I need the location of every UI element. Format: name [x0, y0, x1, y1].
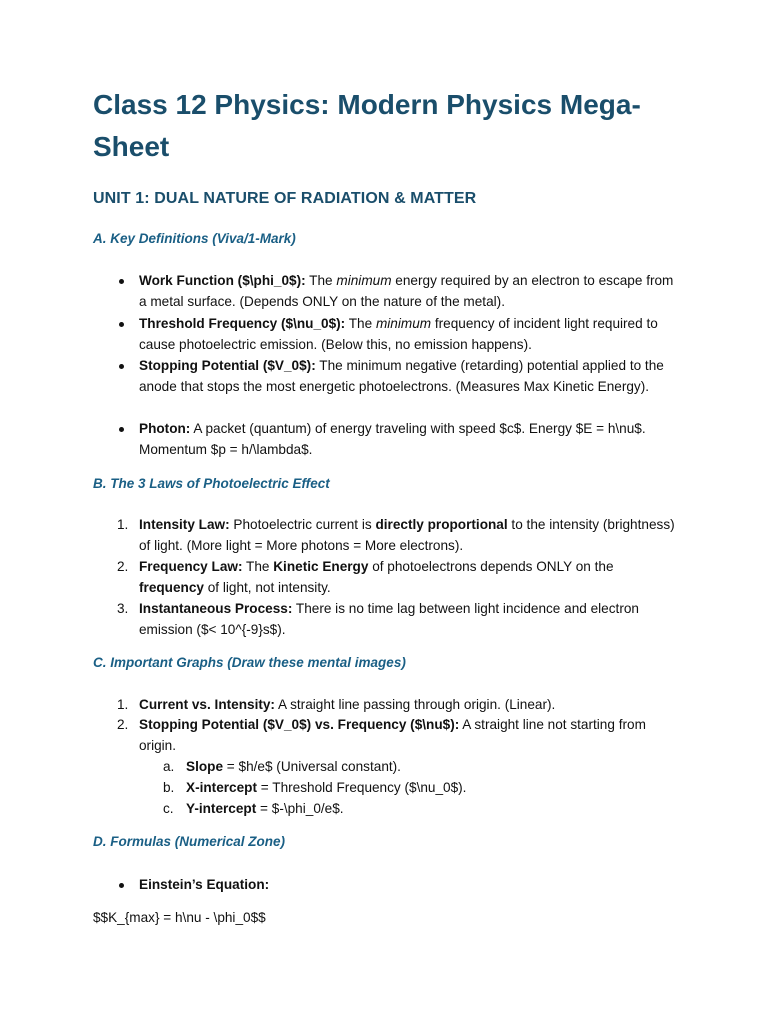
item-text: of light, not intensity. — [203, 580, 331, 595]
item-emphasis: minimum — [336, 273, 392, 288]
item-text: The — [345, 316, 376, 331]
item-term: Work Function ($\phi_0$): — [139, 273, 306, 288]
section-b-heading: B. The 3 Laws of Photoelectric Effect — [93, 476, 330, 491]
item-text: The — [242, 559, 274, 574]
item-bold: directly proportional — [375, 517, 508, 532]
item-term: Slope — [186, 759, 224, 774]
item-text: Photoelectric current is — [229, 517, 376, 532]
item-text: = $-\phi_0/e$. — [256, 801, 344, 816]
list-item — [117, 694, 679, 715]
page-title: Class 12 Physics: Modern Physics Mega-Sheet — [93, 89, 641, 162]
item-number: c. — [163, 801, 174, 816]
item-text: = Threshold Frequency ($\nu_0$). — [257, 780, 467, 795]
sub-list-item — [163, 798, 666, 819]
item-text: A straight line not starting from origin. — [139, 717, 646, 753]
sub-list-item — [163, 777, 666, 798]
unit-heading: UNIT 1: DUAL NATURE OF RADIATION & MATTER — [93, 190, 477, 207]
einstein-formula: $$K_{max} = h\nu - \phi_0$$ — [93, 910, 266, 925]
item-number: 1. — [117, 697, 129, 712]
item-emphasis: minimum — [375, 316, 432, 331]
section-a-heading: A. Key Definitions (Viva/1-Mark) — [93, 231, 296, 246]
item-number: 3. — [117, 601, 129, 616]
list-item — [139, 418, 679, 460]
list-item — [117, 714, 679, 756]
item-text: A straight line passing through origin. (Linear). — [274, 697, 556, 712]
item-term: Stopping Potential ($V_0$): — [139, 358, 316, 373]
list-item — [139, 355, 679, 397]
item-term: Instantaneous Process: — [139, 601, 293, 616]
item-text: The — [305, 273, 337, 288]
item-text: There is no time lag between light incidence and electron emission ($< 10^{-9}s$). — [139, 601, 639, 637]
list-item — [139, 270, 679, 312]
list-item — [139, 874, 679, 895]
item-text: to the intensity (brightness) of light. (More light = More photons = More electrons). — [139, 517, 675, 553]
item-term: Y-intercept — [186, 801, 257, 816]
item-term: Photon: — [139, 421, 191, 436]
item-term: Einstein’s Equation: — [139, 877, 270, 892]
item-bold: Kinetic Energy — [273, 559, 369, 574]
item-text: of photoelectrons depends ONLY on the — [368, 559, 614, 574]
item-number: 2. — [117, 717, 129, 732]
list-item — [117, 514, 679, 556]
item-number: b. — [163, 780, 175, 795]
item-number: 2. — [117, 559, 129, 574]
item-term: Current vs. Intensity: — [139, 697, 275, 712]
item-bold: frequency — [139, 580, 204, 595]
item-term: Threshold Frequency ($\nu_0$): — [139, 316, 346, 331]
item-number: 1. — [117, 517, 129, 532]
sub-list-item — [163, 756, 666, 777]
list-item — [117, 556, 679, 598]
item-term: Frequency Law: — [139, 559, 243, 574]
bullet-icon — [119, 364, 124, 369]
item-text: A packet (quantum) of energy traveling with speed $c$. Energy $E = h\nu$. Momentum $p = h/\lambda$. — [139, 421, 646, 457]
list-item — [139, 313, 679, 355]
bullet-icon — [119, 427, 124, 432]
item-term: Intensity Law: — [139, 517, 230, 532]
item-number: a. — [163, 759, 175, 774]
item-text: = $h/e$ (Universal constant). — [223, 759, 401, 774]
bullet-icon — [119, 279, 124, 284]
section-d-heading: D. Formulas (Numerical Zone) — [93, 834, 286, 849]
item-term: X-intercept — [186, 780, 258, 795]
bullet-icon — [119, 883, 124, 888]
item-text: The minimum negative (retarding) potential applied to the anode that stops the most energetic photoelectrons. (Measures Max Kinetic Energy). — [139, 358, 664, 394]
list-item — [117, 598, 679, 640]
bullet-icon — [119, 322, 124, 327]
item-term: Stopping Potential ($V_0$) vs. Frequency ($\nu$): — [139, 717, 460, 732]
item-text: frequency of incident light required to cause photoelectric emission. (Below this, no emission happens). — [139, 316, 658, 352]
section-c-heading: C. Important Graphs (Draw these mental images) — [93, 655, 406, 670]
item-text: energy required by an electron to escape from a metal surface. (Depends ONLY on the nature of the metal). — [139, 273, 674, 309]
